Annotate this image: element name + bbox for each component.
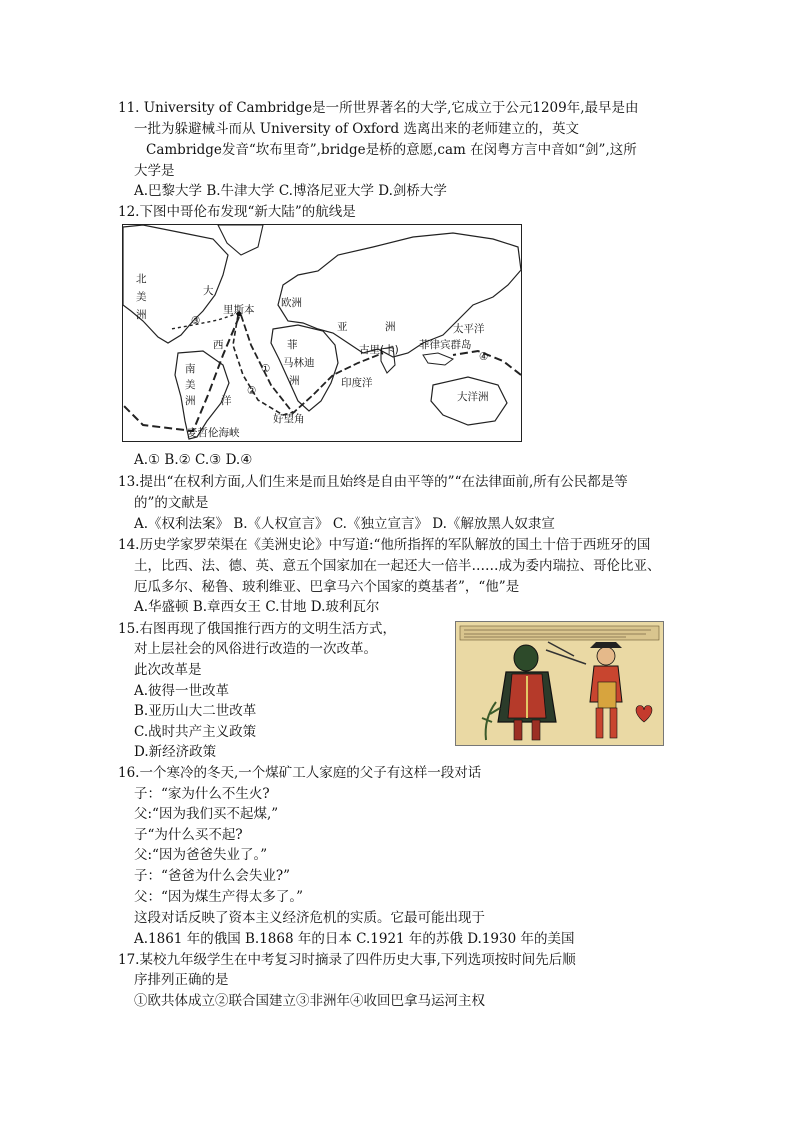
q16-dialogue-6: 父：“因为煤生产得太多了。” [134, 889, 304, 905]
map-label-yang: 洋 [221, 395, 232, 407]
map-label-asia: 洲 [385, 321, 396, 333]
q11-line-3: Cambridge发音“坎布里奇”,bridge是桥的意愿,cam 在闵粤方言中音如“剑”,这所 [146, 142, 637, 158]
map-label-xi: 西 [213, 339, 224, 351]
map-label-nan: 南 [185, 363, 196, 375]
map-label-america: 美 [136, 291, 147, 303]
map-label-continent-na: 洲 [136, 309, 147, 321]
q11-line-4: 大学是 [134, 163, 175, 179]
map-label-cape: 好望角 [273, 413, 305, 425]
q15-option-d: D.新经济政策 [134, 744, 217, 760]
map-route-1: ① [261, 363, 271, 375]
map-label-ya: 亚 [337, 321, 348, 333]
q17-line-3: ①欧共体成立②联合国建立③非洲年④收回巴拿马运河主权 [134, 993, 485, 1009]
map-label-oceania: 大洋洲 [457, 391, 489, 403]
q16-line-1: 16.一个寒冷的冬天,一个煤矿工人家庭的父子有这样一段对话 [118, 765, 482, 781]
map-route-4: ④ [479, 351, 489, 363]
q15-line-1: 15.右图再现了俄国推行西方的文明生活方式， [118, 621, 396, 637]
q11-line-2: 一批为躲避械斗而从 University of Oxford 选离出来的老师建立的，英文 [134, 121, 579, 137]
map-route-2: ② [247, 385, 257, 397]
map-label-indian-ocean: 印度洋 [341, 377, 373, 389]
q15-line-2: 对上层社会的风俗进行改造的一次改革。 [134, 641, 377, 657]
q14-line-2: 土，比西、法、德、英、意五个国家加在一起还大一倍半……成为委内瑞拉、哥伦比亚、 [134, 558, 661, 574]
q11-options: A.巴黎大学 B.牛津大学 C.博洛尼亚大学 D.剑桥大学 [134, 183, 447, 199]
map-label-africa: 洲 [289, 375, 300, 387]
map-label-pacific: 太平洋 [453, 323, 485, 335]
q12-options: A.① B.② C.③ D.④ [134, 452, 253, 468]
q14-line-3: 厄瓜多尔、秘鲁、玻利维亚、巴拿马六个国家的奠基者”，“他”是 [134, 579, 520, 595]
q15-option-c: C.战时共产主义政策 [134, 724, 257, 740]
map-label-philippines: 菲律宾群岛 [419, 339, 472, 351]
q15-line-3: 此次改革是 [134, 662, 202, 678]
map-route-3: ③ [191, 315, 201, 327]
q12-stem: 12.下图中哥伦布发现“新大陆”的航线是 [118, 204, 356, 220]
map-label-north: 北 [136, 273, 147, 285]
q13-options: A.《权利法案》 B.《人权宣言》 C.《独立宣言》 D.《解放黑人奴隶宣 [134, 516, 555, 532]
world-map-figure [122, 224, 522, 442]
beard-cutting-woodcut-image [455, 621, 664, 746]
q15-option-b: B.亚历山大二世改革 [134, 703, 257, 719]
q16-dialogue-5: 子：“爸爸为什么会失业?” [134, 868, 291, 884]
map-label-sa-zhou: 洲 [185, 395, 196, 407]
q11-line-1: 11. University of Cambridge是一所世界著名的大学,它成立于公元1209年,最早是由 [118, 100, 639, 116]
q13-line-1: 13.提出“在权利方面,人们生来是而且始终是自由平等的”“在法律面前,所有公民都是等 [118, 474, 628, 490]
q16-line-2: 这段对话反映了资本主义经济危机的实质。它最可能出现于 [134, 910, 485, 926]
q16-dialogue-1: 子：“家为什么不生火? [134, 786, 270, 802]
q16-dialogue-4: 父:“因为爸爸失业了。” [134, 847, 268, 863]
map-label-fei: 菲 [287, 339, 298, 351]
map-label-calicut: 古里(卡) [359, 344, 399, 356]
q14-line-1: 14.历史学家罗荣渠在《美洲史论》中写道:“他所指挥的军队解放的国土十倍于西班牙的国 [118, 537, 651, 553]
q16-options: A.1861 年的俄国 B.1868 年的日本 C.1921 年的苏俄 D.1930 年的美国 [134, 931, 575, 947]
map-label-da: 大 [203, 285, 214, 297]
map-label-malindi: 马林迪 [283, 357, 315, 369]
q17-line-1: 17.某校九年级学生在中考复习时摘录了四件历史大事,下列选项按时间先后顺 [118, 952, 576, 968]
q14-options: A.华盛顿 B.章西女王 C.甘地 D.玻利瓦尔 [134, 599, 380, 615]
map-label-lisbon: 里斯本 [223, 304, 255, 316]
q15-option-a: A.彼得一世改革 [134, 683, 230, 699]
q13-line-2: 的”的文献是 [134, 495, 209, 511]
q16-dialogue-3: 子“为什么买不起? [134, 827, 243, 843]
map-label-magellan: 麦哲伦海峡 [187, 427, 240, 439]
map-label-europe: 欧洲 [281, 297, 302, 309]
q16-dialogue-2: 父:“因为我们买不起煤,” [134, 806, 279, 822]
q17-line-2: 序排列正确的是 [134, 972, 229, 988]
map-label-sa-mei: 美 [185, 379, 196, 391]
